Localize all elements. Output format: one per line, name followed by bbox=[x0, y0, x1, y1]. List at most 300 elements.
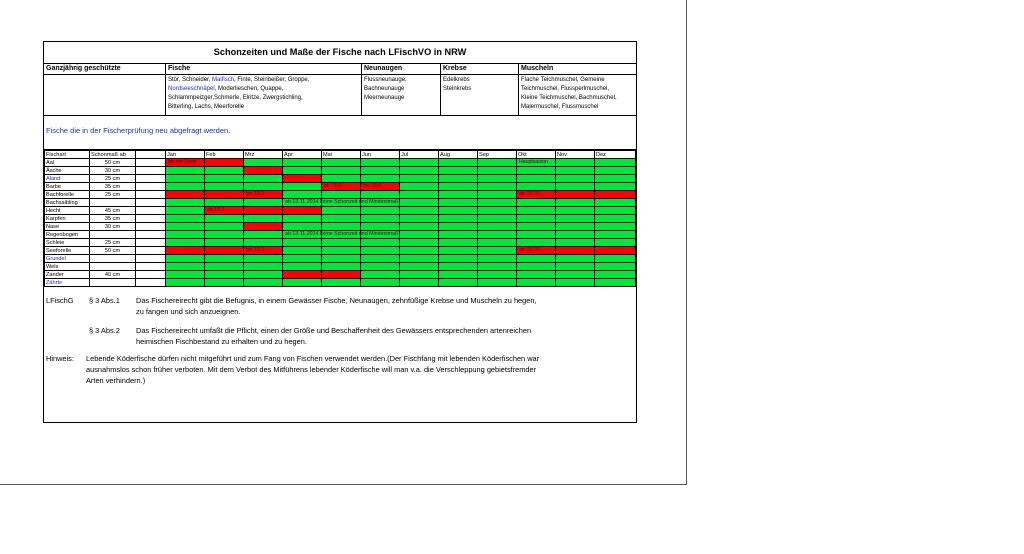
size-column-header: Schonmaß ab bbox=[90, 151, 136, 159]
table-row bbox=[45, 263, 636, 271]
open-season-cell bbox=[400, 215, 439, 223]
open-season-cell bbox=[595, 207, 636, 215]
muscheln-column bbox=[518, 64, 636, 115]
open-season-cell bbox=[478, 263, 517, 271]
open-season-cell bbox=[400, 159, 439, 167]
open-season-cell bbox=[166, 263, 205, 271]
season-date-label: ab 15.2 bbox=[207, 207, 225, 213]
list-item: Flussneunauge, bbox=[364, 77, 407, 83]
month-header: Aug bbox=[439, 151, 478, 159]
regulation-sheet bbox=[43, 41, 637, 423]
blank-cell bbox=[136, 167, 166, 175]
month-header: Jun bbox=[361, 151, 400, 159]
open-season-cell bbox=[556, 175, 595, 183]
open-season-cell bbox=[400, 183, 439, 191]
open-season-cell bbox=[166, 231, 205, 239]
open-season-cell bbox=[478, 167, 517, 175]
paragraph-ref: § 3 Abs.2 bbox=[89, 326, 120, 335]
min-size: 35 cm bbox=[90, 215, 136, 223]
blank-cell bbox=[136, 239, 166, 247]
open-season-cell bbox=[400, 175, 439, 183]
month-header: Feb bbox=[205, 151, 244, 159]
open-season-cell bbox=[322, 207, 361, 215]
open-season-cell bbox=[361, 223, 400, 231]
open-season-cell bbox=[595, 263, 636, 271]
season-cell-note bbox=[283, 231, 399, 239]
open-season-cell bbox=[166, 255, 205, 263]
open-season-cell bbox=[244, 263, 283, 271]
min-size bbox=[90, 263, 136, 271]
hinweis-label: Hinweis: bbox=[46, 354, 74, 363]
open-season-cell bbox=[322, 191, 361, 199]
open-season-cell bbox=[439, 215, 478, 223]
open-season-cell bbox=[439, 167, 478, 175]
closed-season-cell bbox=[166, 191, 205, 199]
month-header: Jan bbox=[166, 151, 205, 159]
paragraph-text: Das Fischereirecht umfaßt die Pflicht, einen der Größe und Beschaffenheit des Gewässers entsprechenden artenreichen bbox=[136, 326, 532, 335]
open-season-cell bbox=[283, 263, 322, 271]
hinweis-text: Lebende Köderfische dürfen nicht mitgeführt und zum Fang von Fischen verwendet werden.(Der Fischfang mit lebenden Köderfischen war bbox=[86, 354, 540, 363]
hinweis-text: ausnahmslos schon früher verboten. Mit dem Verbot des Mitführens lebender Köderfische will man v.a. die Verschleppung gebietsfremder bbox=[86, 365, 537, 374]
open-season-cell bbox=[517, 159, 556, 167]
open-season-cell bbox=[322, 263, 361, 271]
season-note-text: ab 13.11.2014 keine Schonzeit und Mindestmaß bbox=[285, 199, 399, 205]
open-season-cell bbox=[556, 279, 595, 287]
hinweis-text: Arten verhindern.) bbox=[86, 376, 146, 385]
table-row bbox=[45, 215, 636, 223]
open-season-cell bbox=[361, 247, 400, 255]
blank-cell bbox=[136, 255, 166, 263]
closed-season-cell bbox=[205, 207, 244, 215]
fish-column-header: Fischart bbox=[45, 151, 90, 159]
open-season-cell bbox=[205, 255, 244, 263]
season-date-label: bis 15.6 bbox=[363, 183, 382, 189]
open-season-cell bbox=[595, 159, 636, 167]
fish-name: Bachforelle bbox=[45, 191, 90, 199]
open-season-cell bbox=[478, 215, 517, 223]
open-season-cell bbox=[595, 175, 636, 183]
closed-season-cell bbox=[244, 223, 283, 231]
blank-cell bbox=[136, 159, 166, 167]
fish-name: Grundel bbox=[45, 255, 90, 263]
open-season-cell bbox=[400, 239, 439, 247]
open-season-cell bbox=[595, 279, 636, 287]
list-item: Malermuschel, Flussmuschel bbox=[521, 104, 599, 110]
paragraph-text: heimischen Fischbestand zu erhalten und zu hegen. bbox=[136, 337, 307, 346]
protected-species-section bbox=[44, 64, 636, 116]
open-season-cell bbox=[244, 231, 283, 239]
open-season-cell bbox=[244, 215, 283, 223]
open-season-cell bbox=[400, 167, 439, 175]
paragraph-text: zu fangen und sich anzueignen. bbox=[136, 307, 241, 316]
min-size: 25 cm bbox=[90, 239, 136, 247]
open-season-cell bbox=[517, 255, 556, 263]
blank-cell bbox=[136, 175, 166, 183]
legal-para-1 bbox=[44, 295, 636, 317]
closed-season-cell bbox=[244, 191, 283, 199]
law-label: LFischG bbox=[46, 296, 74, 305]
min-size: 35 cm bbox=[90, 183, 136, 191]
open-season-cell bbox=[166, 175, 205, 183]
closed-season-cell bbox=[205, 159, 244, 167]
open-season-cell bbox=[595, 231, 636, 239]
open-season-cell bbox=[517, 223, 556, 231]
open-season-cell bbox=[478, 223, 517, 231]
table-row bbox=[45, 247, 636, 255]
open-season-cell bbox=[244, 199, 283, 207]
open-season-cell bbox=[283, 167, 322, 175]
open-season-cell bbox=[361, 239, 400, 247]
fish-name: Zährte bbox=[45, 279, 90, 287]
fish-name: Äsche bbox=[45, 167, 90, 175]
open-season-cell bbox=[283, 191, 322, 199]
open-season-cell bbox=[556, 167, 595, 175]
open-season-cell bbox=[400, 279, 439, 287]
open-season-cell bbox=[595, 255, 636, 263]
open-season-cell bbox=[322, 223, 361, 231]
fische-list bbox=[166, 75, 361, 113]
closed-season-cell bbox=[322, 271, 361, 279]
open-season-cell bbox=[439, 279, 478, 287]
fische-text: Schlammpeizger,Schmerle, Elritze, Zwergstichling, bbox=[168, 95, 303, 101]
open-season-cell bbox=[439, 223, 478, 231]
open-season-cell bbox=[166, 207, 205, 215]
open-season-cell bbox=[244, 175, 283, 183]
open-season-cell bbox=[478, 247, 517, 255]
open-season-cell bbox=[556, 199, 595, 207]
open-season-cell bbox=[244, 183, 283, 191]
open-season-cell bbox=[517, 279, 556, 287]
fish-name: Bachsaibling bbox=[45, 199, 90, 207]
season-date-label: bis 15.3 bbox=[246, 247, 265, 253]
list-item: Steinkrebs bbox=[443, 86, 472, 92]
open-season-cell bbox=[322, 175, 361, 183]
min-size: 45 cm bbox=[90, 207, 136, 215]
open-season-cell bbox=[556, 223, 595, 231]
fische-header: Fische bbox=[166, 64, 361, 75]
closed-season-cell bbox=[517, 247, 556, 255]
closed-season-table bbox=[44, 150, 636, 287]
open-season-cell bbox=[595, 167, 636, 175]
open-season-cell bbox=[205, 223, 244, 231]
closed-season-cell bbox=[322, 183, 361, 191]
open-season-cell bbox=[166, 167, 205, 175]
min-size: 50 cm bbox=[90, 159, 136, 167]
open-season-cell bbox=[595, 223, 636, 231]
fish-name: Regenbogen bbox=[45, 231, 90, 239]
open-season-cell bbox=[283, 255, 322, 263]
closed-season-cell bbox=[244, 207, 283, 215]
open-season-cell bbox=[556, 271, 595, 279]
table-row bbox=[45, 239, 636, 247]
closed-season-cell bbox=[244, 167, 283, 175]
table-row bbox=[45, 255, 636, 263]
list-item: Edelkrebs bbox=[443, 77, 470, 83]
open-season-cell bbox=[478, 175, 517, 183]
open-season-cell bbox=[166, 199, 205, 207]
hinweis-block bbox=[44, 353, 636, 386]
krebse-header: Krebse bbox=[441, 64, 518, 75]
blank-cell bbox=[136, 183, 166, 191]
closed-season-cell bbox=[283, 175, 322, 183]
fish-name: Barbe bbox=[45, 183, 90, 191]
open-season-cell bbox=[517, 239, 556, 247]
open-season-cell bbox=[478, 271, 517, 279]
open-season-cell bbox=[244, 239, 283, 247]
fische-new-species: Maifisch bbox=[212, 77, 235, 83]
closed-season-cell bbox=[205, 247, 244, 255]
open-season-cell bbox=[244, 255, 283, 263]
table-row bbox=[45, 191, 636, 199]
open-season-cell bbox=[400, 191, 439, 199]
open-season-cell bbox=[517, 183, 556, 191]
min-size: 50 cm bbox=[90, 247, 136, 255]
open-season-cell bbox=[556, 263, 595, 271]
open-season-cell bbox=[400, 207, 439, 215]
blank-cell bbox=[136, 223, 166, 231]
open-season-cell bbox=[283, 159, 322, 167]
open-season-cell bbox=[517, 199, 556, 207]
table-row bbox=[45, 279, 636, 287]
open-season-cell bbox=[166, 271, 205, 279]
season-date-label: bis ein Ende bbox=[168, 159, 197, 165]
open-season-cell bbox=[439, 175, 478, 183]
min-size bbox=[90, 231, 136, 239]
month-header: Dez bbox=[595, 151, 636, 159]
open-season-cell bbox=[244, 279, 283, 287]
open-season-cell bbox=[361, 279, 400, 287]
open-season-cell bbox=[439, 239, 478, 247]
open-season-cell bbox=[556, 255, 595, 263]
open-season-cell bbox=[400, 271, 439, 279]
open-season-cell bbox=[205, 183, 244, 191]
open-season-cell bbox=[478, 279, 517, 287]
fish-name: Karpfen bbox=[45, 215, 90, 223]
blank-cell bbox=[136, 199, 166, 207]
open-season-cell bbox=[439, 271, 478, 279]
open-season-cell bbox=[556, 207, 595, 215]
open-season-cell bbox=[478, 239, 517, 247]
open-season-cell bbox=[517, 231, 556, 239]
closed-season-cell bbox=[166, 247, 205, 255]
season-date-label: ab 20.10 bbox=[519, 247, 540, 253]
month-header: Mrz bbox=[244, 151, 283, 159]
closed-season-cell bbox=[595, 247, 636, 255]
open-season-cell bbox=[517, 167, 556, 175]
open-season-cell bbox=[439, 207, 478, 215]
open-season-cell bbox=[439, 191, 478, 199]
open-season-cell bbox=[322, 279, 361, 287]
season-date-label: bis 15.3 bbox=[246, 191, 265, 197]
fische-text: , Finte, Steinbeißer, Groppe, bbox=[234, 77, 310, 83]
table-row bbox=[45, 167, 636, 175]
open-season-cell bbox=[361, 271, 400, 279]
muscheln-header: Muscheln bbox=[519, 64, 636, 75]
open-season-cell bbox=[322, 215, 361, 223]
open-season-cell bbox=[595, 239, 636, 247]
open-season-cell bbox=[595, 183, 636, 191]
closed-season-cell bbox=[244, 247, 283, 255]
fish-name: Schleie bbox=[45, 239, 90, 247]
open-season-cell bbox=[244, 159, 283, 167]
month-header: Sep bbox=[478, 151, 517, 159]
ganzjaehrig-header: Ganzjährig geschützte bbox=[44, 64, 165, 75]
fish-name: Seeforelle bbox=[45, 247, 90, 255]
closed-season-cell bbox=[283, 271, 322, 279]
open-season-cell bbox=[400, 263, 439, 271]
open-season-cell bbox=[283, 279, 322, 287]
fish-name: Aland bbox=[45, 175, 90, 183]
open-season-cell bbox=[361, 175, 400, 183]
open-season-cell bbox=[283, 223, 322, 231]
month-header: Nov bbox=[556, 151, 595, 159]
open-season-cell bbox=[400, 199, 439, 207]
open-season-cell bbox=[478, 159, 517, 167]
krebse-column bbox=[440, 64, 518, 115]
open-season-cell bbox=[517, 271, 556, 279]
fish-name: Zander bbox=[45, 271, 90, 279]
blank-cell bbox=[136, 271, 166, 279]
open-season-cell bbox=[595, 199, 636, 207]
open-season-cell bbox=[478, 231, 517, 239]
closed-season-cell bbox=[595, 191, 636, 199]
open-season-cell bbox=[205, 239, 244, 247]
open-season-cell bbox=[478, 207, 517, 215]
list-item: Kleine Teichmuschel, Bachmuschel, bbox=[521, 95, 617, 101]
list-item: Teichmuschel, Flussperlmuschel, bbox=[521, 86, 610, 92]
open-season-cell bbox=[205, 231, 244, 239]
open-season-cell bbox=[322, 167, 361, 175]
fish-name: Aal bbox=[45, 159, 90, 167]
open-season-cell bbox=[205, 271, 244, 279]
open-season-cell bbox=[283, 239, 322, 247]
neunaugen-column bbox=[361, 64, 440, 115]
open-season-cell bbox=[361, 263, 400, 271]
season-note-text: ab 13.11.2014 keine Schonzeit und Mindestmaß bbox=[285, 231, 399, 237]
season-date-label: ab 15.5 bbox=[324, 183, 342, 189]
open-season-cell bbox=[400, 247, 439, 255]
open-season-cell bbox=[283, 183, 322, 191]
open-season-cell bbox=[205, 167, 244, 175]
open-season-cell bbox=[166, 279, 205, 287]
closed-season-cell bbox=[517, 191, 556, 199]
month-header: Jul bbox=[400, 151, 439, 159]
open-season-cell bbox=[166, 183, 205, 191]
list-item: Flache Teichmuschel, Gemeine bbox=[521, 77, 605, 83]
open-season-cell bbox=[439, 263, 478, 271]
open-season-cell bbox=[478, 191, 517, 199]
open-season-cell bbox=[322, 239, 361, 247]
table-row bbox=[45, 271, 636, 279]
open-season-cell bbox=[166, 215, 205, 223]
open-season-cell bbox=[439, 199, 478, 207]
min-size bbox=[90, 279, 136, 287]
blank-cell bbox=[136, 207, 166, 215]
season-cell-note bbox=[283, 199, 399, 207]
open-season-cell bbox=[322, 247, 361, 255]
table-row bbox=[45, 199, 636, 207]
season-date-label: Hauptsaison bbox=[519, 159, 548, 165]
closed-season-cell bbox=[283, 207, 322, 215]
closed-season-cell bbox=[205, 191, 244, 199]
open-season-cell bbox=[361, 167, 400, 175]
open-season-cell bbox=[283, 247, 322, 255]
open-season-cell bbox=[556, 239, 595, 247]
blank-cell bbox=[136, 231, 166, 239]
open-season-cell bbox=[361, 191, 400, 199]
min-size: 25 cm bbox=[90, 175, 136, 183]
closed-season-cell bbox=[166, 159, 205, 167]
fish-name: Wels bbox=[45, 263, 90, 271]
min-size: 30 cm bbox=[90, 223, 136, 231]
open-season-cell bbox=[361, 207, 400, 215]
new-exam-note: Fische die in der Fischerprüfung neu abgefragt werden. bbox=[44, 116, 636, 150]
legal-section bbox=[44, 287, 636, 386]
table-row bbox=[45, 175, 636, 183]
fische-text: Bitterling, Lachs, Meerforelle bbox=[168, 104, 245, 110]
blank-column-header bbox=[136, 151, 166, 159]
open-season-cell bbox=[361, 255, 400, 263]
open-season-cell bbox=[517, 207, 556, 215]
table-row bbox=[45, 183, 636, 191]
open-season-cell bbox=[439, 231, 478, 239]
open-season-cell bbox=[595, 215, 636, 223]
neunaugen-header: Neunaugen bbox=[362, 64, 440, 75]
open-season-cell bbox=[556, 159, 595, 167]
blank-cell bbox=[136, 191, 166, 199]
open-season-cell bbox=[166, 223, 205, 231]
open-season-cell bbox=[439, 247, 478, 255]
open-season-cell bbox=[361, 215, 400, 223]
closed-season-cell bbox=[556, 191, 595, 199]
table-row bbox=[45, 231, 636, 239]
list-item: Meerneunauge bbox=[364, 95, 405, 101]
fische-column bbox=[165, 64, 361, 115]
list-item: Bachneunauge bbox=[364, 86, 405, 92]
closed-season-cell bbox=[361, 183, 400, 191]
blank-cell bbox=[136, 247, 166, 255]
min-size: 25 cm bbox=[90, 191, 136, 199]
open-season-cell bbox=[322, 159, 361, 167]
open-season-cell bbox=[478, 255, 517, 263]
fische-text: Stör, Schneider, bbox=[168, 77, 213, 83]
month-header: Mai bbox=[322, 151, 361, 159]
paragraph-ref: § 3 Abs.1 bbox=[89, 296, 120, 305]
fische-text: , Moderlieschen, Quappe, bbox=[214, 86, 284, 92]
open-season-cell bbox=[517, 175, 556, 183]
min-size: 30 cm bbox=[90, 167, 136, 175]
blank-cell bbox=[136, 215, 166, 223]
table-row bbox=[45, 207, 636, 215]
open-season-cell bbox=[439, 183, 478, 191]
open-season-cell bbox=[478, 183, 517, 191]
min-size: 40 cm bbox=[90, 271, 136, 279]
table-row bbox=[45, 159, 636, 167]
closed-season-cell bbox=[556, 247, 595, 255]
open-season-cell bbox=[205, 215, 244, 223]
open-season-cell bbox=[205, 263, 244, 271]
table-row bbox=[45, 223, 636, 231]
open-season-cell bbox=[439, 159, 478, 167]
open-season-cell bbox=[205, 175, 244, 183]
fish-name: Hecht bbox=[45, 207, 90, 215]
min-size bbox=[90, 199, 136, 207]
open-season-cell bbox=[517, 263, 556, 271]
open-season-cell bbox=[439, 255, 478, 263]
open-season-cell bbox=[205, 199, 244, 207]
sheet-title: Schonzeiten und Maße der Fische nach LFischVO in NRW bbox=[44, 42, 636, 64]
fish-name: Nase bbox=[45, 223, 90, 231]
